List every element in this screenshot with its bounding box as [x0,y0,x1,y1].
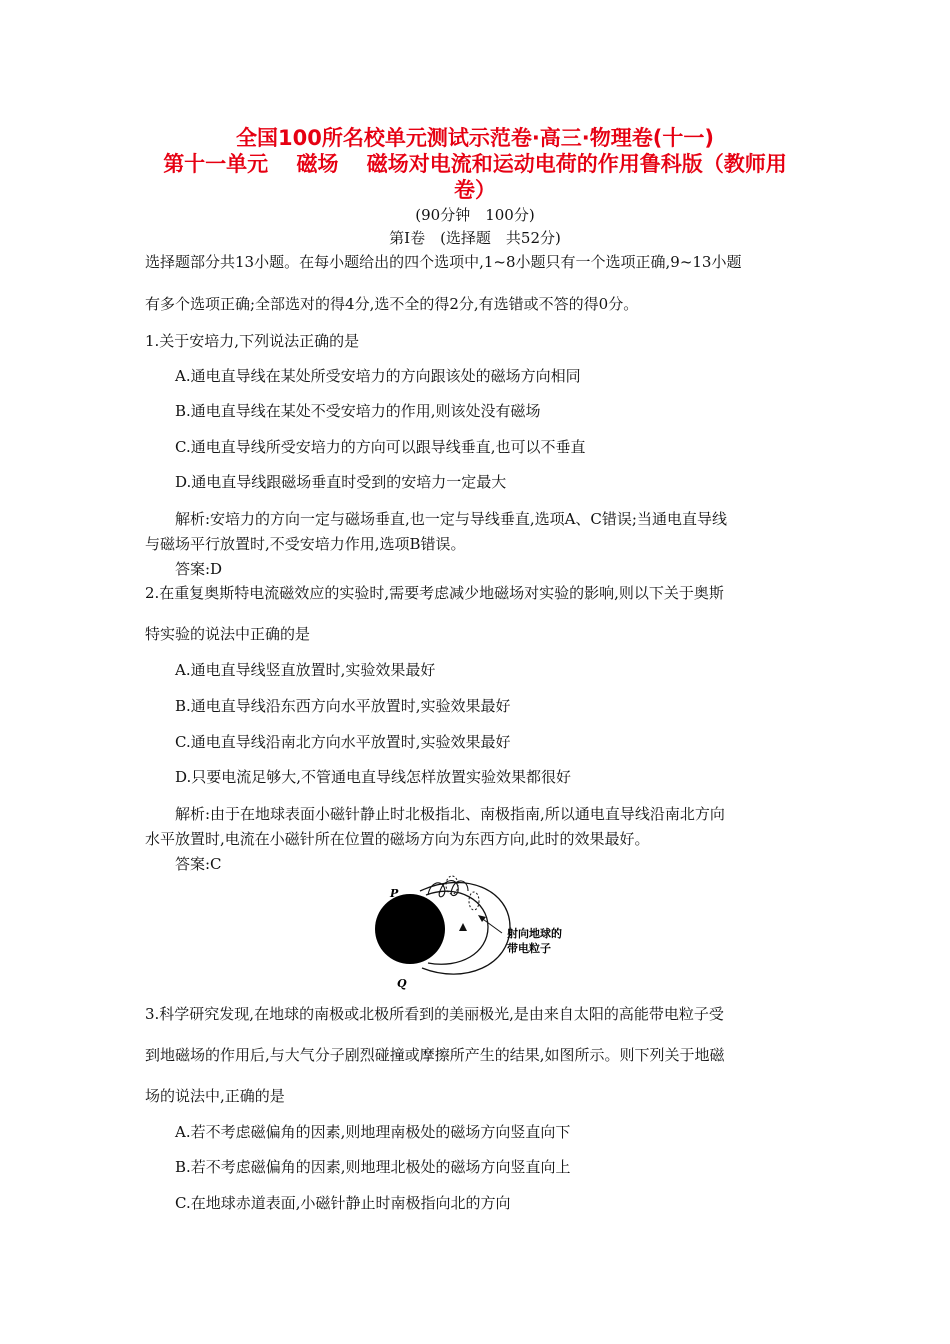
earth-disk [375,894,445,964]
earth-field-figure [370,865,590,990]
title-line-3: 卷） [454,178,496,202]
q2-stem-line-2: 特实验的说法中正确的是 [145,625,311,643]
q2-option-b: B.通电直导线沿东西方向水平放置时,实验效果最好 [175,697,511,715]
q1-stem: 1.关于安培力,下列说法正确的是 [145,332,360,350]
direction-arrow [459,923,467,931]
q3-option-a: A.若不考虑磁偏角的因素,则地理南极处的磁场方向竖直向下 [175,1123,571,1141]
q1-analysis-line-2: 与磁场平行放置时,不受安培力作用,选项B错误。 [145,535,466,553]
q3-stem-line-2: 到地磁场的作用后,与大气分子剧烈碰撞或摩擦所产生的结果,如图所示。则下列关于地磁 [145,1046,725,1064]
q3-option-c: C.在地球赤道表面,小磁针静止时南极指向北的方向 [175,1194,511,1212]
q2-option-d: D.只要电流足够大,不管通电直导线怎样放置实验效果都很好 [175,768,572,786]
q1-option-d: D.通电直导线跟磁场垂直时受到的安培力一定最大 [175,473,507,491]
title-line-1: 全国100所名校单元测试示范卷·高三·物理卷(十一) [236,126,714,150]
q2-analysis-line-1: 解析:由于在地球表面小磁针静止时北极指北、南极指南,所以通电直导线沿南北方向 [175,805,725,823]
q2-analysis-line-2: 水平放置时,电流在小磁针所在位置的磁场方向为东西方向,此时的效果最好。 [145,830,650,848]
particle-loop-2 [469,892,479,910]
q1-option-c: C.通电直导线所受安培力的方向可以跟导线垂直,也可以不垂直 [175,438,586,456]
title-line-2: 第十一单元 磁场 磁场对电流和运动电荷的作用鲁科版（教师用 [163,152,787,176]
q3-option-b: B.若不考虑磁偏角的因素,则地理北极处的磁场方向竖直向上 [175,1158,571,1176]
earth-field-diagram [370,865,590,990]
caption-line-2: 带电粒子 [507,942,551,955]
q1-option-b: B.通电直导线在某处不受安培力的作用,则该处没有磁场 [175,402,541,420]
q1-analysis-line-1: 解析:安培力的方向一定与磁场垂直,也一定与导线垂直,选项A、C错误;当通电直导线 [175,510,727,528]
q2-option-c: C.通电直导线沿南北方向水平放置时,实验效果最好 [175,733,511,751]
q1-answer: 答案:D [175,560,223,578]
section-heading: 第Ⅰ卷 (选择题 共52分) [389,229,561,247]
q2-answer: 答案:C [175,855,222,873]
q1-option-a: A.通电直导线在某处所受安培力的方向跟该处的磁场方向相同 [175,367,581,385]
q3-stem-line-3: 场的说法中,正确的是 [145,1087,285,1105]
q3-stem-line-1: 3.科学研究发现,在地球的南极或北极所看到的美丽极光,是由来自太阳的高能带电粒子受 [145,1005,724,1023]
label-p: P [390,887,399,900]
label-q: Q [397,977,407,990]
q2-option-a: A.通电直导线竖直放置时,实验效果最好 [175,661,436,679]
exam-duration: (90分钟 100分) [415,206,535,224]
instructions-line-2: 有多个选项正确;全部选对的得4分,选不全的得2分,有选错或不答的得0分。 [145,295,639,313]
q2-stem-line-1: 2.在重复奥斯特电流磁效应的实验时,需要考虑减少地磁场对实验的影响,则以下关于奥斯 [145,584,724,602]
caption-line-1: 射向地球的 [507,927,562,940]
instructions-line-1: 选择题部分共13小题。在每小题给出的四个选项中,1~8小题只有一个选项正确,9~13小题 [145,253,742,271]
